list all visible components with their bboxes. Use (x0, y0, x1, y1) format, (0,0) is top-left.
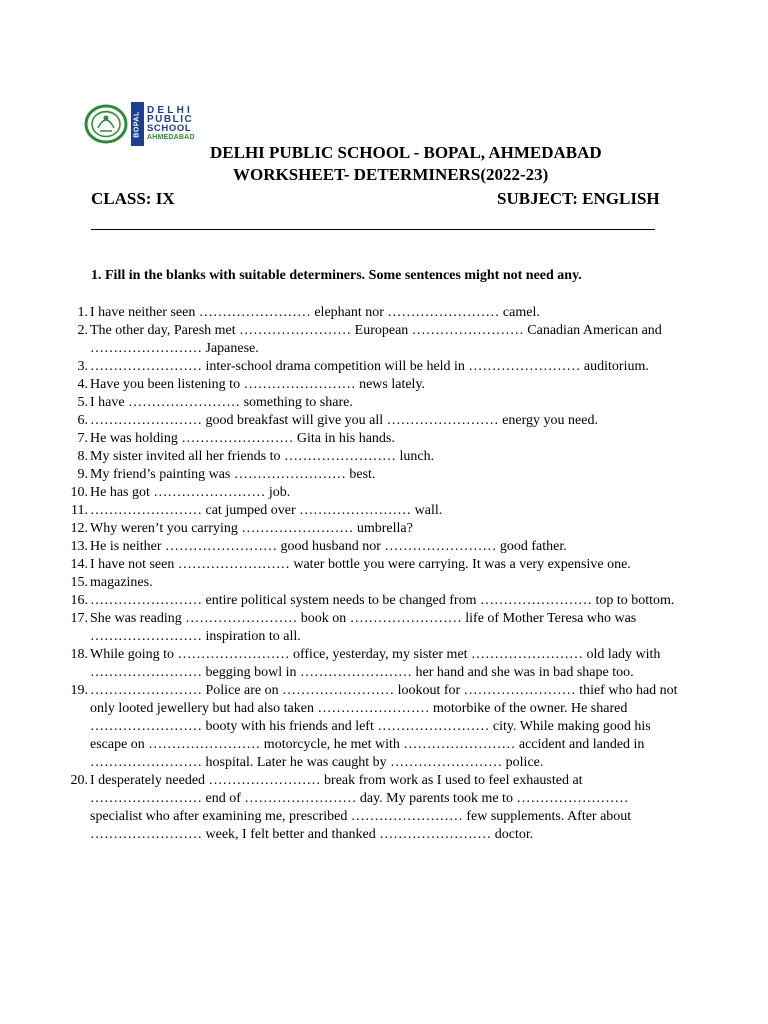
question-text: I have …………………… something to share. (90, 395, 353, 410)
question-text: Have you been listening to …………………… news lately. (90, 377, 426, 392)
question-text: My friend’s painting was …………………… best. (90, 467, 376, 482)
question-number: 18. (70, 647, 88, 662)
question-item (0, 484, 680, 502)
question-number: 6. (77, 413, 88, 428)
question-number: 14. (70, 557, 88, 572)
worksheet-title: WORKSHEET- DETERMINERS(2022-23) (233, 165, 549, 184)
question-item (0, 592, 680, 610)
question-item (0, 448, 680, 466)
class-label: CLASS: IX (91, 189, 175, 208)
instruction-heading: 1. Fill in the blanks with suitable determiners. Some sentences might not need any. (91, 268, 582, 283)
question-item (0, 358, 680, 376)
school-emblem-icon (84, 104, 128, 144)
question-item (0, 304, 680, 322)
question-text: He has got …………………… job. (90, 485, 291, 500)
question-number: 16. (70, 593, 88, 608)
question-number: 17. (70, 611, 88, 626)
question-list (0, 304, 768, 844)
question-number: 7. (77, 431, 88, 446)
question-item (0, 502, 680, 520)
question-number: 3. (77, 359, 88, 374)
question-number: 11. (71, 503, 88, 518)
question-item (0, 376, 680, 394)
question-item (0, 610, 680, 646)
question-number: 2. (77, 323, 88, 338)
logo-line-delhi: DELHI (147, 105, 193, 116)
question-text: He was holding …………………… Gita in his hands. (90, 431, 395, 446)
question-number: 12. (70, 521, 88, 536)
question-item (0, 394, 680, 412)
question-item (0, 682, 680, 772)
question-number: 13. (70, 539, 88, 554)
question-item (0, 322, 680, 358)
question-text: Why weren’t you carrying …………………… umbrella? (90, 521, 413, 536)
question-text: My sister invited all her friends to …………………… lunch. (90, 449, 435, 464)
question-number: 19. (70, 683, 88, 698)
logo-line-city: AHMEDABAD (147, 134, 195, 141)
question-text: I have not seen …………………… water bottle you were carrying. It was a very expensive one. (90, 557, 631, 572)
question-text: While going to …………………… office, yesterday, my sister met …………………… old lady with …………………… begging bowl in …………………… her hand and she was in bad shape too. (90, 647, 661, 680)
question-number: 10. (70, 485, 88, 500)
logo-wordmark (147, 106, 195, 142)
question-number: 8. (77, 449, 88, 464)
question-item (0, 412, 680, 430)
question-text: She was reading …………………… book on …………………… life of Mother Teresa who was …………………… inspiration to all. (90, 611, 637, 644)
question-text: …………………… cat jumped over …………………… wall. (90, 503, 443, 518)
question-number: 5. (77, 395, 88, 410)
question-item (0, 646, 680, 682)
question-number: 20. (70, 773, 88, 788)
question-item (0, 574, 680, 592)
logo-bopal-band: BOPAL (131, 102, 144, 146)
question-item (0, 520, 680, 538)
question-item (0, 466, 680, 484)
question-text: …………………… inter-school drama competition will be held in …………………… auditorium. (90, 359, 649, 374)
question-number: 15. (70, 575, 88, 590)
question-text: …………………… Police are on …………………… lookout for …………………… thief who had not only looted jewellery but had also taken …………………… motorbike of the owner. He shared …………………… booty with his friends and left …………………… city. While making good his escape on …………………… motorcycle, he met with …………………… accident and landed in …………………… hospital. Later he was caught by …………………… police. (90, 683, 678, 770)
question-text: I have neither seen …………………… elephant nor …………………… camel. (90, 305, 540, 320)
question-item (0, 538, 680, 556)
question-text: …………………… entire political system needs to be changed from …………………… top to bottom. (90, 593, 675, 608)
question-text: I desperately needed …………………… break from work as I used to feel exhausted at …………………… end of …………………… day. My parents took me to …………………… specialist who after examining me, prescribed …………………… few supplements. After about …………………… week, I felt better and thanked …………………… doctor. (90, 773, 632, 842)
subject-label: SUBJECT: ENGLISH (497, 189, 660, 208)
question-number: 4. (77, 377, 88, 392)
question-text: The other day, Paresh met …………………… European …………………… Canadian American and …………………… Japanese. (90, 323, 662, 356)
question-item (0, 430, 680, 448)
question-text: magazines. (90, 575, 153, 590)
logo-line-public: PUBLIC (147, 114, 194, 125)
question-number: 1. (77, 305, 88, 320)
header-divider (91, 229, 655, 230)
question-text: …………………… good breakfast will give you all …………………… energy you need. (90, 413, 598, 428)
logo-line-school: SCHOOL (147, 123, 192, 134)
school-title: DELHI PUBLIC SCHOOL - BOPAL, AHMEDABAD (210, 143, 602, 162)
school-logo (84, 102, 195, 146)
question-number: 9. (77, 467, 88, 482)
question-item (0, 556, 680, 574)
question-item (0, 772, 680, 844)
question-text: He is neither …………………… good husband nor …………………… good father. (90, 539, 567, 554)
